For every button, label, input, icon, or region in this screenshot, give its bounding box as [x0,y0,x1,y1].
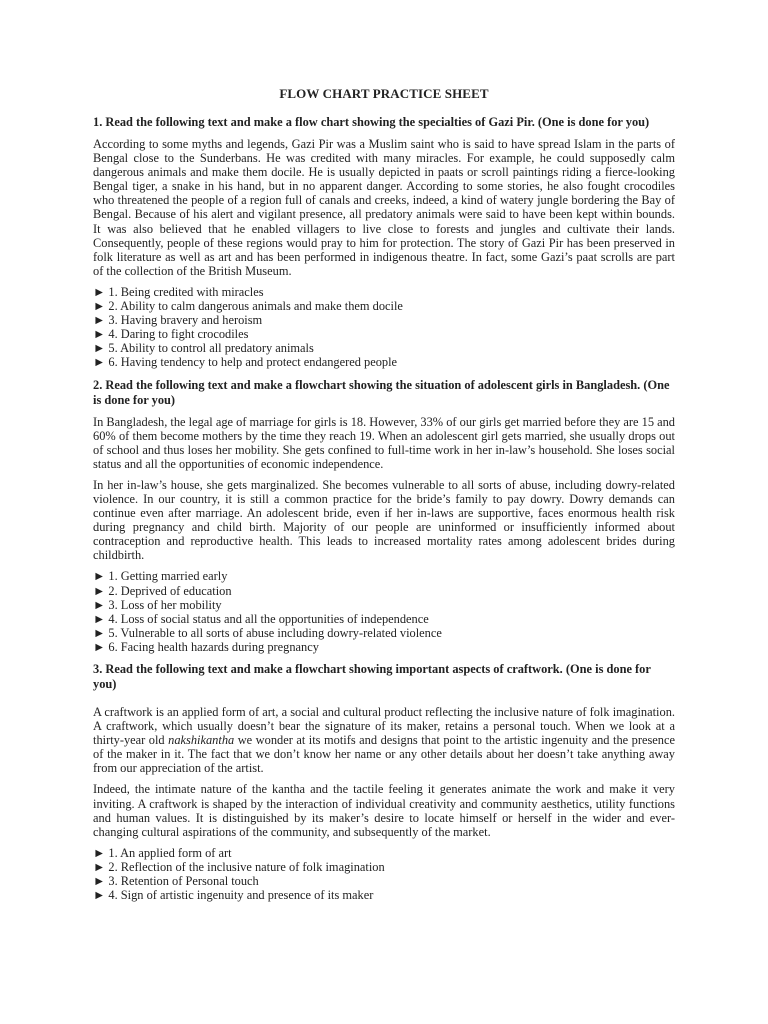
list-item: ► 5. Ability to control all predatory animals [93,341,314,356]
bullet-arrow-icon: ► [93,299,106,314]
list-item: ► 4. Loss of social status and all the opportunities of independence [93,611,429,626]
bullet-arrow-icon: ► [93,874,106,889]
bullet-arrow-icon: ► [93,327,106,342]
list-item: ► 3. Having bravery and heroism [93,313,263,328]
bullet-arrow-icon: ► [93,845,106,860]
bullet-arrow-icon: ► [93,569,106,584]
bullet-arrow-icon: ► [93,639,106,654]
bullet-arrow-icon: ► [93,341,106,356]
paragraph-craftwork: A craftwork is an applied form of art, a social and cultural product reflecting the inclusive nature of folk imagination. A craftwork, which usually doesn’t bear the signature of its maker, retains a personal touch. When we look at a thirty-year old nakshikantha we wonder at its motifs and designs that point to the artistic ingenuity and the presence of the maker in it. The fact that we don’t know her name or any other details about her doesn’t take anything away from our appreciation of the artist. [93,705,675,776]
points-list-1 [93,285,675,370]
question-1: 1. Read the following text and make a flow chart showing the specialties of Gazi Pir. (One is done for you) [93,115,650,129]
paragraph-marriage-age: In Bangladesh, the legal age of marriage for girls is 18. However, 33% of our girls get married before they are 15 and 60% of them become mothers by the time they reach 19. When an adolescent girl gets married, she usually drops out of school and thus loses her mobility. She gets confined to full-time work in her in-law’s household. She loses social status and all the opportunities of economic independence. [93,414,676,471]
list-item: ► 5. Vulnerable to all sorts of abuse including dowry-related violence [93,625,442,640]
points-list-3 [93,846,675,902]
list-item: ► 1. Being credited with miracles [93,284,264,299]
section-craftwork [93,662,675,902]
bullet-arrow-icon: ► [93,284,106,299]
list-item: ► 4. Daring to fight crocodiles [93,327,249,342]
list-item: ► 2. Deprived of education [93,583,232,598]
paragraph-in-laws: In her in-law’s house, she gets marginalized. She becomes vulnerable to all sorts of abuse, including dowry-related violence. In our country, it is still a common practice for the bride’s family to pay dowry. Dowry demands can continue even after marriage. An adolescent bride, even if her in-laws are supportive, faces enormous health risk during pregnancy and child birth. Majority of our people are uninformed or insufficiently informed about contraception and reproductive health. This leads to increased mortality rates among adolescent brides during childbirth. [93,477,675,563]
bullet-arrow-icon: ► [93,355,106,370]
paragraph-kantha: Indeed, the intimate nature of the kantha and the tactile feeling it generates animate the work and make it very inviting. A craftwork is shaped by the interaction of individual creativity and community aesthetics, utility functions and human values. It is distinguished by its maker’s desire to locate himself or herself in the wider and ever-changing cultural aspirations of the community, and subsequently of the market. [93,782,675,839]
bullet-arrow-icon: ► [93,625,106,640]
bullet-arrow-icon: ► [93,583,106,598]
list-item: ► 6. Having tendency to help and protect endangered people [93,355,398,370]
list-item: ► 3. Loss of her mobility [93,597,222,612]
section-adolescent-girls [93,378,675,655]
bullet-arrow-icon: ► [93,597,106,612]
bullet-arrow-icon: ► [93,888,106,903]
bullet-arrow-icon: ► [93,611,106,626]
list-item: ► 2. Reflection of the inclusive nature of folk imagination [93,859,385,874]
bullet-arrow-icon: ► [93,859,106,874]
list-item: ► 4. Sign of artistic ingenuity and presence of its maker [93,888,374,903]
page-title: FLOW CHART PRACTICE SHEET [279,86,489,101]
list-item: ► 6. Facing health hazards during pregnancy [93,639,319,654]
list-item: ► 2. Ability to calm dangerous animals and make them docile [93,299,403,314]
list-item: ► 1. An applied form of art [93,845,232,860]
list-item: ► 1. Getting married early [93,569,228,584]
bullet-arrow-icon: ► [93,313,106,328]
list-item: ► 3. Retention of Personal touch [93,874,259,889]
section-gazi-pir [93,115,675,370]
points-list-2 [93,569,675,654]
paragraph-gazi-pir: According to some myths and legends, Gazi Pir was a Muslim saint who is said to have spread Islam in the parts of Bengal close to the Sunderbans. He was credited with many miracles. For example, he could supposedly calm dangerous animals and make them docile. He is usually depicted in paats or scroll paintings riding a fierce-looking Bengal tiger, a snake in his hand, but in no apparent danger. According to some stories, he also fought crocodiles who threatened the people of a region full of canals and creeks, indeed, a kind of watery jungle bordering the Bay of Bengal. Because of his alert and vigilant presence, all predatory animals were said to have been kept within bounds. It was also believed that he enabled villagers to live close to forests and jungles and cultivate their lands. Consequently, people of these regions would pray to him for protection. The story of Gazi Pir has been preserved in folk literature as well as art and has been performed in indigenous theatre. In fact, some Gazi’s paat scrolls are part of the collection of the British Museum. [93,137,675,278]
question-2: 2. Read the following text and make a flowchart showing the situation of adolescent girls in Bangladesh. (One is done for you) [93,377,670,407]
nakshikantha-term: nakshikantha [168,733,235,748]
question-3: 3. Read the following text and make a flowchart showing important aspects of craftwork. (One is done for you) [93,662,651,691]
